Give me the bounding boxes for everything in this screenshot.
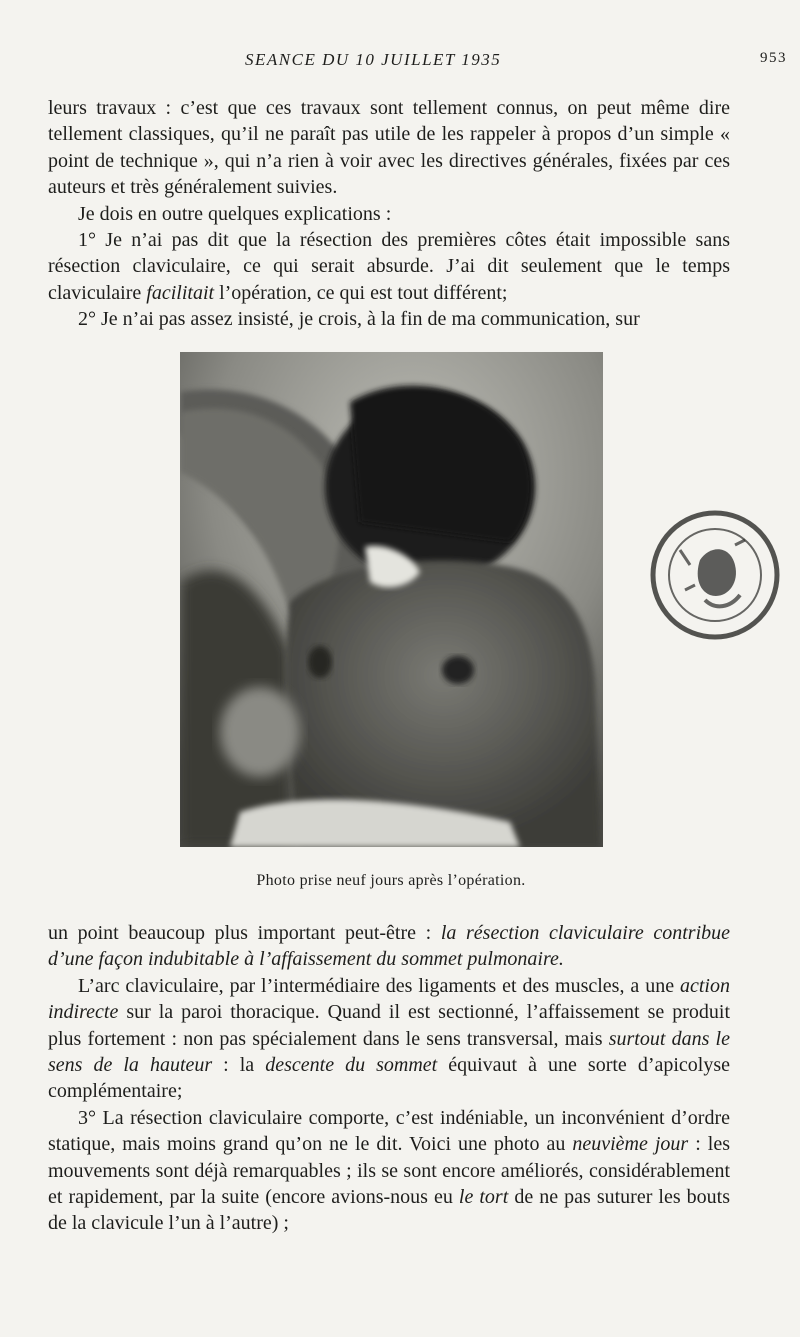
point1-emphasis: facilitait <box>146 281 215 304</box>
paragraph-continued: leurs travaux : c’est que ces travaux sont tellement connus, on peut même dire tellement classiques, qu’il ne paraît pas utile de les rappeler à propos d’un simple « point de technique », qui n’a rien à voir avec les directives générales, fixées par ces auteurs et très généralement suivies. <box>48 97 730 199</box>
arc-emph-2: surtout dans le sens de la hauteur <box>48 1027 730 1077</box>
paragraph-explications: Je dois en outre quelques explications : <box>78 202 392 225</box>
point1-text-b: l’opération, ce qui est tout différent; <box>214 281 508 304</box>
library-stamp <box>640 490 790 670</box>
paragraph-point-2-start: 2° Je n’ai pas assez insisté, je crois, à la fin de ma communication, sur <box>78 308 640 331</box>
page-number: 953 <box>760 50 787 66</box>
arc-text-2: sur la paroi thoracique. Quand il est sectionné, l’affaissement se produit plus fortement : non pas spécialement dans le sens transversal, mais <box>48 1001 730 1050</box>
arc-emph-3: descente du sommet <box>265 1054 438 1077</box>
paragraph-arc <box>48 973 730 1105</box>
paragraph-point-3 <box>48 1105 730 1237</box>
arc-text-1: L’arc claviculaire, par l’intermédiaire des ligaments et des muscles, a une <box>78 974 680 997</box>
running-header <box>0 50 800 76</box>
point3-text-1: 3° La résection claviculaire comporte, c’est indéniable, un inconvénient d’ordre statique, mais moins grand qu’on ne le dit. Voici une photo au <box>48 1106 730 1156</box>
point3-text-3: de ne pas suturer les bouts de la clavicule l’un à l’autre) ; <box>48 1186 730 1235</box>
text-block-bottom <box>48 920 730 1237</box>
paragraph-continuation <box>48 920 730 973</box>
arc-text-3: : la <box>212 1054 266 1077</box>
point3-text-2: : les mouvements sont déjà remarquables ; ils se sont encore améliorés, considérablement et rapidement, par la suite (encore avions-nous eu <box>48 1133 730 1209</box>
header-title: SEANCE DU 10 JUILLET 1935 <box>245 50 502 69</box>
paragraph-point-1 <box>48 227 730 306</box>
arc-emph-1: action indirecte <box>48 974 730 1024</box>
point3-emph-2: le tort <box>458 1186 509 1209</box>
text-block-top <box>48 95 730 333</box>
patient-photo-image <box>180 352 603 847</box>
patient-photo <box>180 352 603 847</box>
photo-caption: Photo prise neuf jours après l’opération. <box>256 872 526 889</box>
point3-emph-1: neuvième jour <box>572 1133 689 1156</box>
arc-text-4: équivaut à une sorte d’apicolyse complémentaire; <box>48 1054 731 1103</box>
continuation-text: un point beaucoup plus important peut-être : <box>48 922 441 944</box>
point1-text-a: 1° Je n’ai pas dit que la résection des premières côtes était impossible sans résection claviculaire, ce qui serait absurde. J’ai dit seulement que le temps claviculaire <box>48 229 730 304</box>
continuation-emphasis: la résection claviculaire contribue d’une façon indubitable à l’affaissement du sommet pulmonaire. <box>48 922 731 971</box>
